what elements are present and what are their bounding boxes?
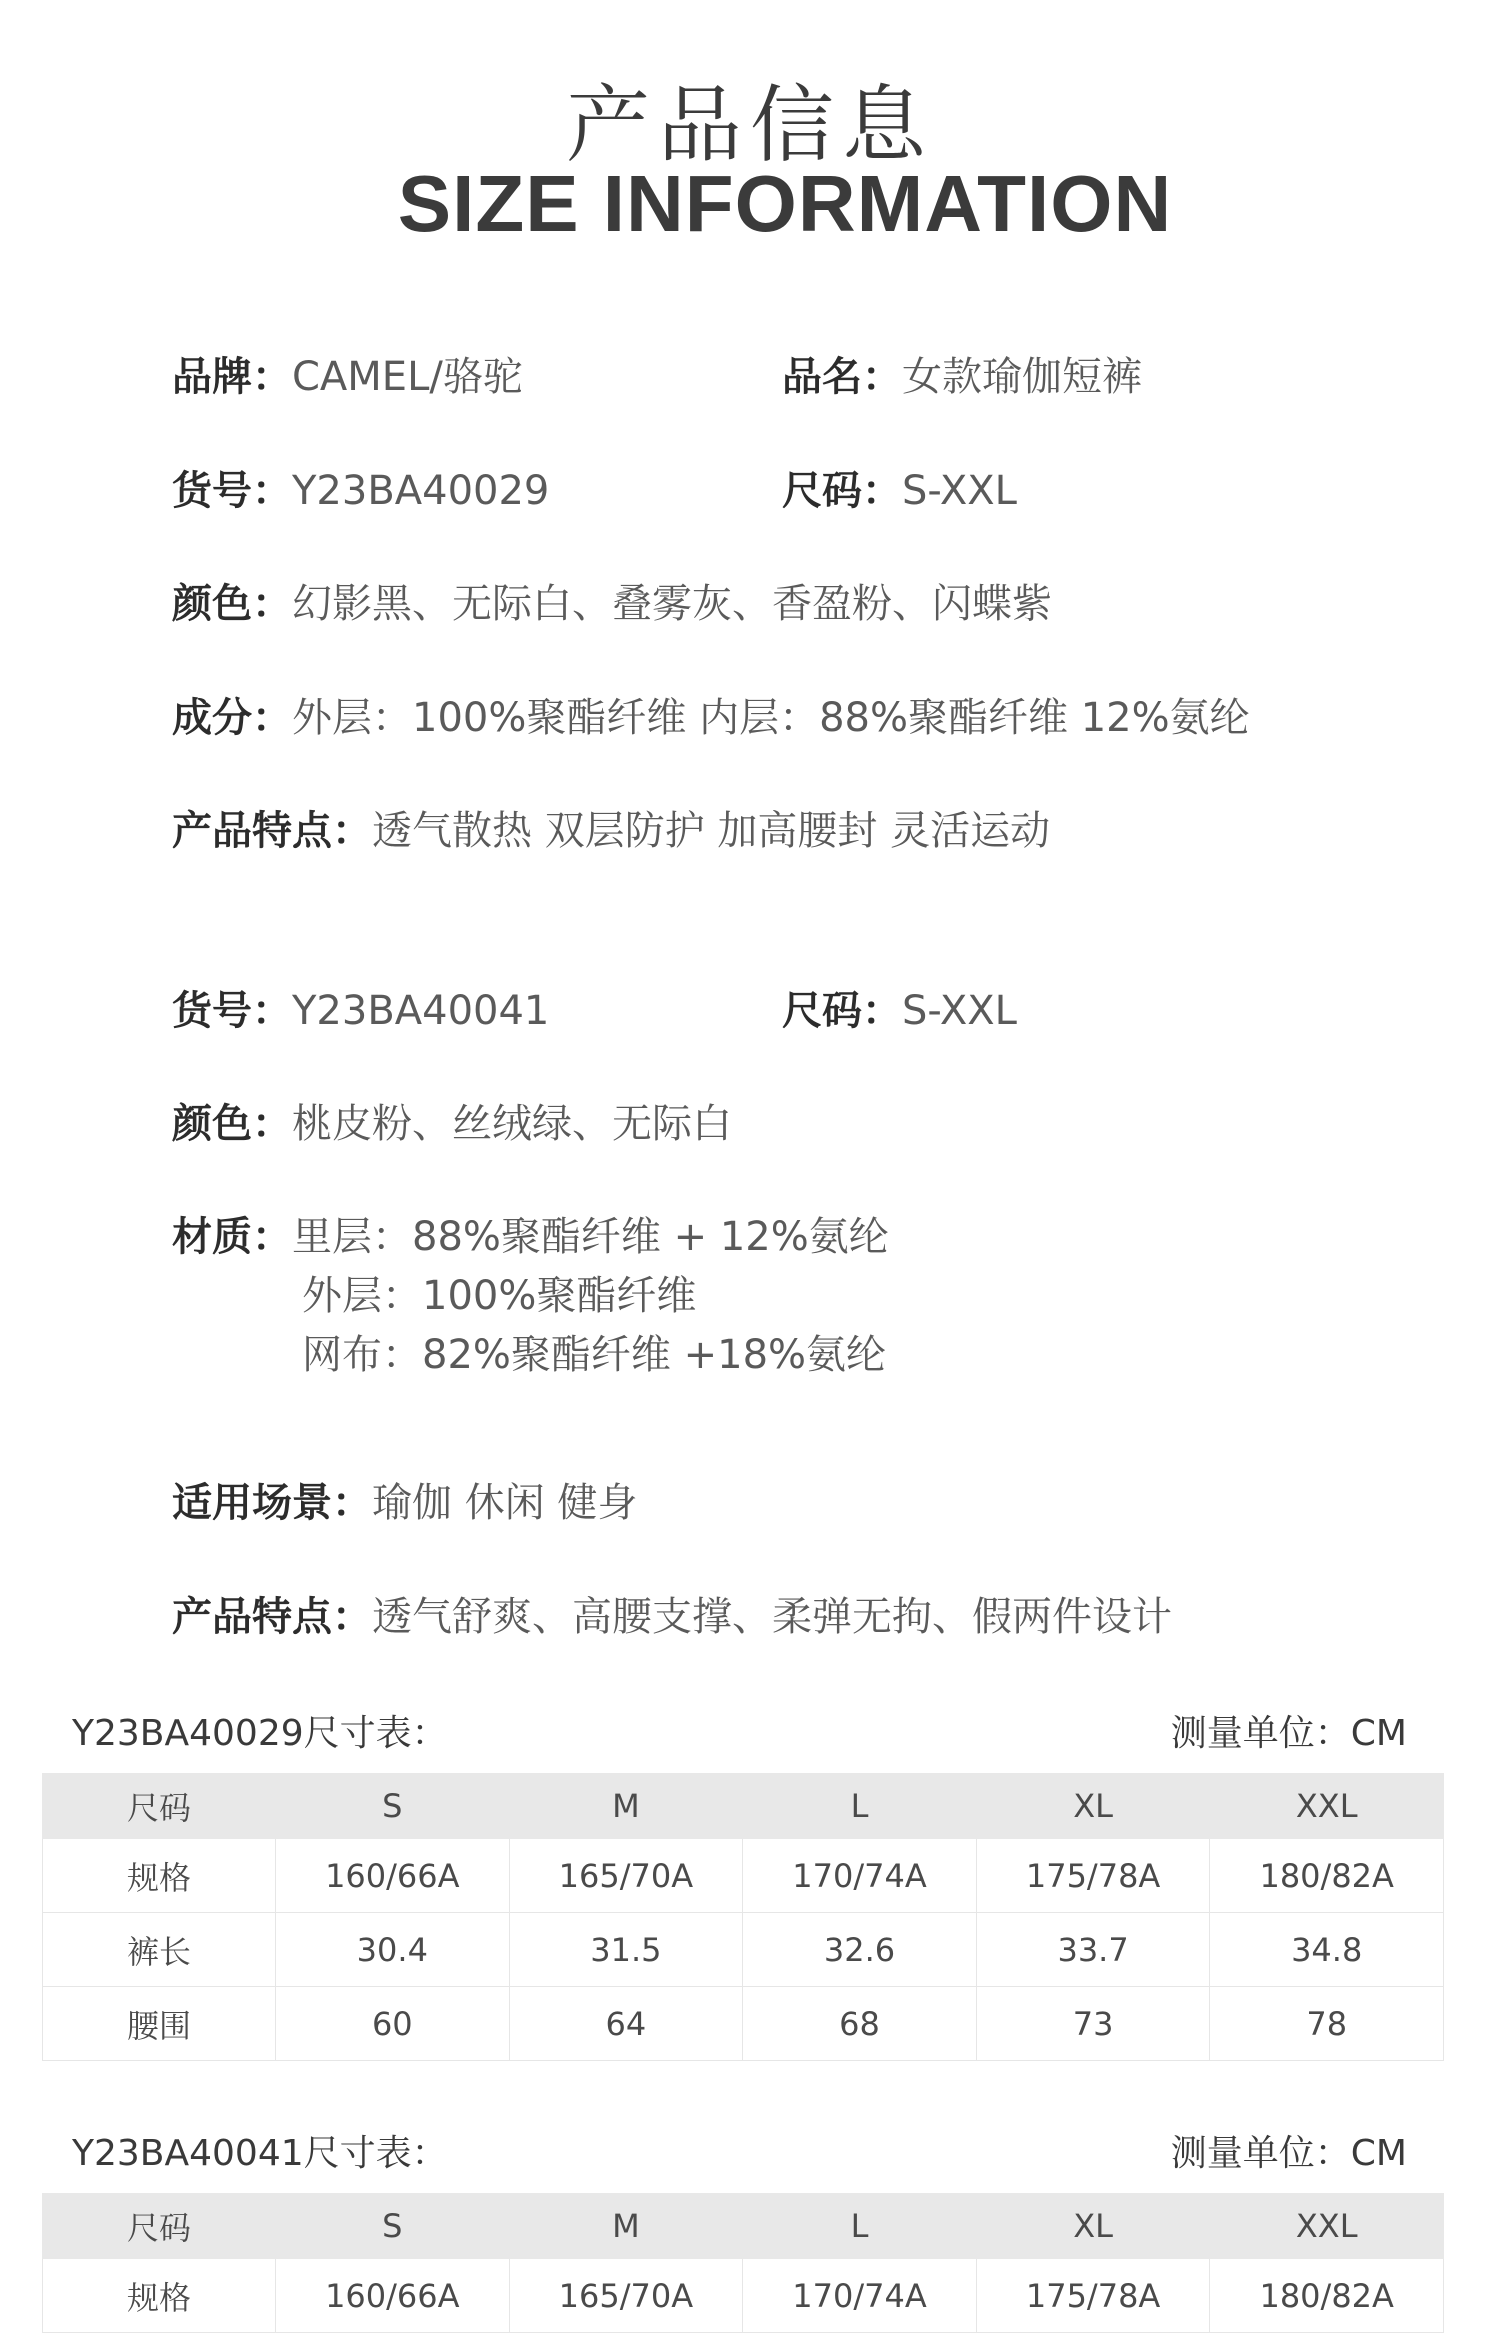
measure-unit: 测量单位：CM bbox=[1170, 1713, 1407, 1754]
page-title-cn: 产品信息 bbox=[565, 76, 934, 174]
brand-value: CAMEL/骆驼 bbox=[292, 354, 523, 400]
brand-label: 品牌： bbox=[172, 354, 292, 400]
color-value: 桃皮粉、丝绒绿、无际白 bbox=[292, 1101, 732, 1147]
table-cell: 160/66A bbox=[276, 2259, 510, 2333]
material-line-1: 里层：88%聚酯纤维 + 12%氨纶 bbox=[292, 1214, 889, 1260]
size-value: S-XXL bbox=[902, 468, 1017, 514]
table-cell: 175/78A bbox=[976, 2259, 1210, 2333]
table-row bbox=[43, 2259, 1444, 2333]
feature-label: 产品特点： bbox=[172, 1594, 372, 1640]
page-title-en: SIZE INFORMATION bbox=[397, 159, 1173, 248]
size-row-2 bbox=[782, 982, 1017, 1040]
table-cell: 160/66A bbox=[276, 1839, 510, 1913]
product-name-value: 女款瑜伽短裤 bbox=[902, 354, 1142, 400]
table-header-cell: L bbox=[743, 2194, 977, 2259]
table-header-cell: XXL bbox=[1210, 2194, 1444, 2259]
table-cell: 64 bbox=[509, 1987, 743, 2061]
table-cell: 规格 bbox=[43, 2259, 276, 2333]
sku-label: 货号： bbox=[172, 988, 292, 1034]
table-cell: 175/78A bbox=[976, 1839, 1210, 1913]
product-name-row bbox=[782, 348, 1142, 406]
table-cell: 60 bbox=[276, 1987, 510, 2061]
table-cell: 32.6 bbox=[743, 1913, 977, 1987]
table-cell: 腰围 bbox=[43, 1987, 276, 2061]
color-label: 颜色： bbox=[172, 1101, 292, 1147]
table-cell: 裤长 bbox=[43, 1913, 276, 1987]
table-cell: 73 bbox=[976, 1987, 1210, 2061]
product-name-label: 品名： bbox=[782, 354, 902, 400]
sku-row-2 bbox=[172, 982, 549, 1040]
feature-row-1 bbox=[172, 802, 1050, 860]
material-line-2: 外层：100%聚酯纤维 bbox=[302, 1273, 697, 1319]
table-cell: 31.5 bbox=[509, 1913, 743, 1987]
feature-value: 透气舒爽、高腰支撑、柔弹无拘、假两件设计 bbox=[372, 1594, 1172, 1640]
table-header-cell: M bbox=[509, 2194, 743, 2259]
table-cell: 170/74A bbox=[743, 2259, 977, 2333]
size-row-1 bbox=[782, 462, 1017, 520]
material-row-1 bbox=[172, 689, 1250, 747]
size-table bbox=[42, 2193, 1444, 2333]
color-row-2 bbox=[172, 1095, 732, 1153]
table-row bbox=[43, 1839, 1444, 1913]
table-cell: 165/70A bbox=[509, 2259, 743, 2333]
size-label: 尺码： bbox=[782, 468, 902, 514]
size-table-title: Y23BA40029尺寸表： bbox=[72, 1713, 448, 1754]
feature-row-2 bbox=[172, 1588, 1172, 1646]
table-header-cell: XL bbox=[976, 2194, 1210, 2259]
sku-label: 货号： bbox=[172, 468, 292, 514]
table-header-cell: S bbox=[276, 1774, 510, 1839]
scene-label: 适用场景： bbox=[172, 1480, 372, 1526]
table-header-cell: 尺码 bbox=[43, 2194, 276, 2259]
table-header-cell: XL bbox=[976, 1774, 1210, 1839]
material-label: 成分： bbox=[172, 695, 292, 741]
table-cell: 30.4 bbox=[276, 1913, 510, 1987]
feature-value: 透气散热 双层防护 加高腰封 灵活运动 bbox=[372, 808, 1051, 854]
sku-value: Y23BA40041 bbox=[292, 988, 550, 1034]
size-value: S-XXL bbox=[902, 988, 1017, 1034]
table-cell: 68 bbox=[743, 1987, 977, 2061]
table-header-row bbox=[43, 2194, 1444, 2259]
size-label: 尺码： bbox=[782, 988, 902, 1034]
table-row bbox=[43, 1913, 1444, 1987]
color-value: 幻影黑、无际白、叠雾灰、香盈粉、闪蝶紫 bbox=[292, 581, 1052, 627]
scene-row bbox=[172, 1474, 637, 1532]
table-header-row bbox=[43, 1774, 1444, 1839]
table-cell: 78 bbox=[1210, 1987, 1444, 2061]
table-header-cell: S bbox=[276, 2194, 510, 2259]
table-cell: 180/82A bbox=[1210, 2259, 1444, 2333]
measure-unit: 测量单位：CM bbox=[1170, 2133, 1407, 2174]
size-table-title: Y23BA40041尺寸表： bbox=[72, 2133, 448, 2174]
color-row-1 bbox=[172, 575, 1052, 633]
table-cell: 规格 bbox=[43, 1839, 276, 1913]
brand-row bbox=[172, 348, 523, 406]
table-cell: 180/82A bbox=[1210, 1839, 1444, 1913]
table-header-cell: L bbox=[743, 1774, 977, 1839]
material-row-2 bbox=[172, 1208, 889, 1266]
table-cell: 170/74A bbox=[743, 1839, 977, 1913]
table-cell: 33.7 bbox=[976, 1913, 1210, 1987]
table-header-cell: XXL bbox=[1210, 1774, 1444, 1839]
table-header-cell: 尺码 bbox=[43, 1774, 276, 1839]
material-line-3: 网布：82%聚酯纤维 +18%氨纶 bbox=[302, 1332, 887, 1378]
table-cell: 34.8 bbox=[1210, 1913, 1444, 1987]
scene-value: 瑜伽 休闲 健身 bbox=[372, 1480, 638, 1526]
table-header-cell: M bbox=[509, 1774, 743, 1839]
feature-label: 产品特点： bbox=[172, 808, 372, 854]
size-table bbox=[42, 1773, 1444, 2061]
color-label: 颜色： bbox=[172, 581, 292, 627]
table-cell: 165/70A bbox=[509, 1839, 743, 1913]
sku-value: Y23BA40029 bbox=[292, 468, 550, 514]
sku-row-1 bbox=[172, 462, 549, 520]
material-label: 材质： bbox=[172, 1214, 292, 1260]
material-value: 外层：100%聚酯纤维 内层：88%聚酯纤维 12%氨纶 bbox=[292, 695, 1250, 741]
table-row bbox=[43, 1987, 1444, 2061]
